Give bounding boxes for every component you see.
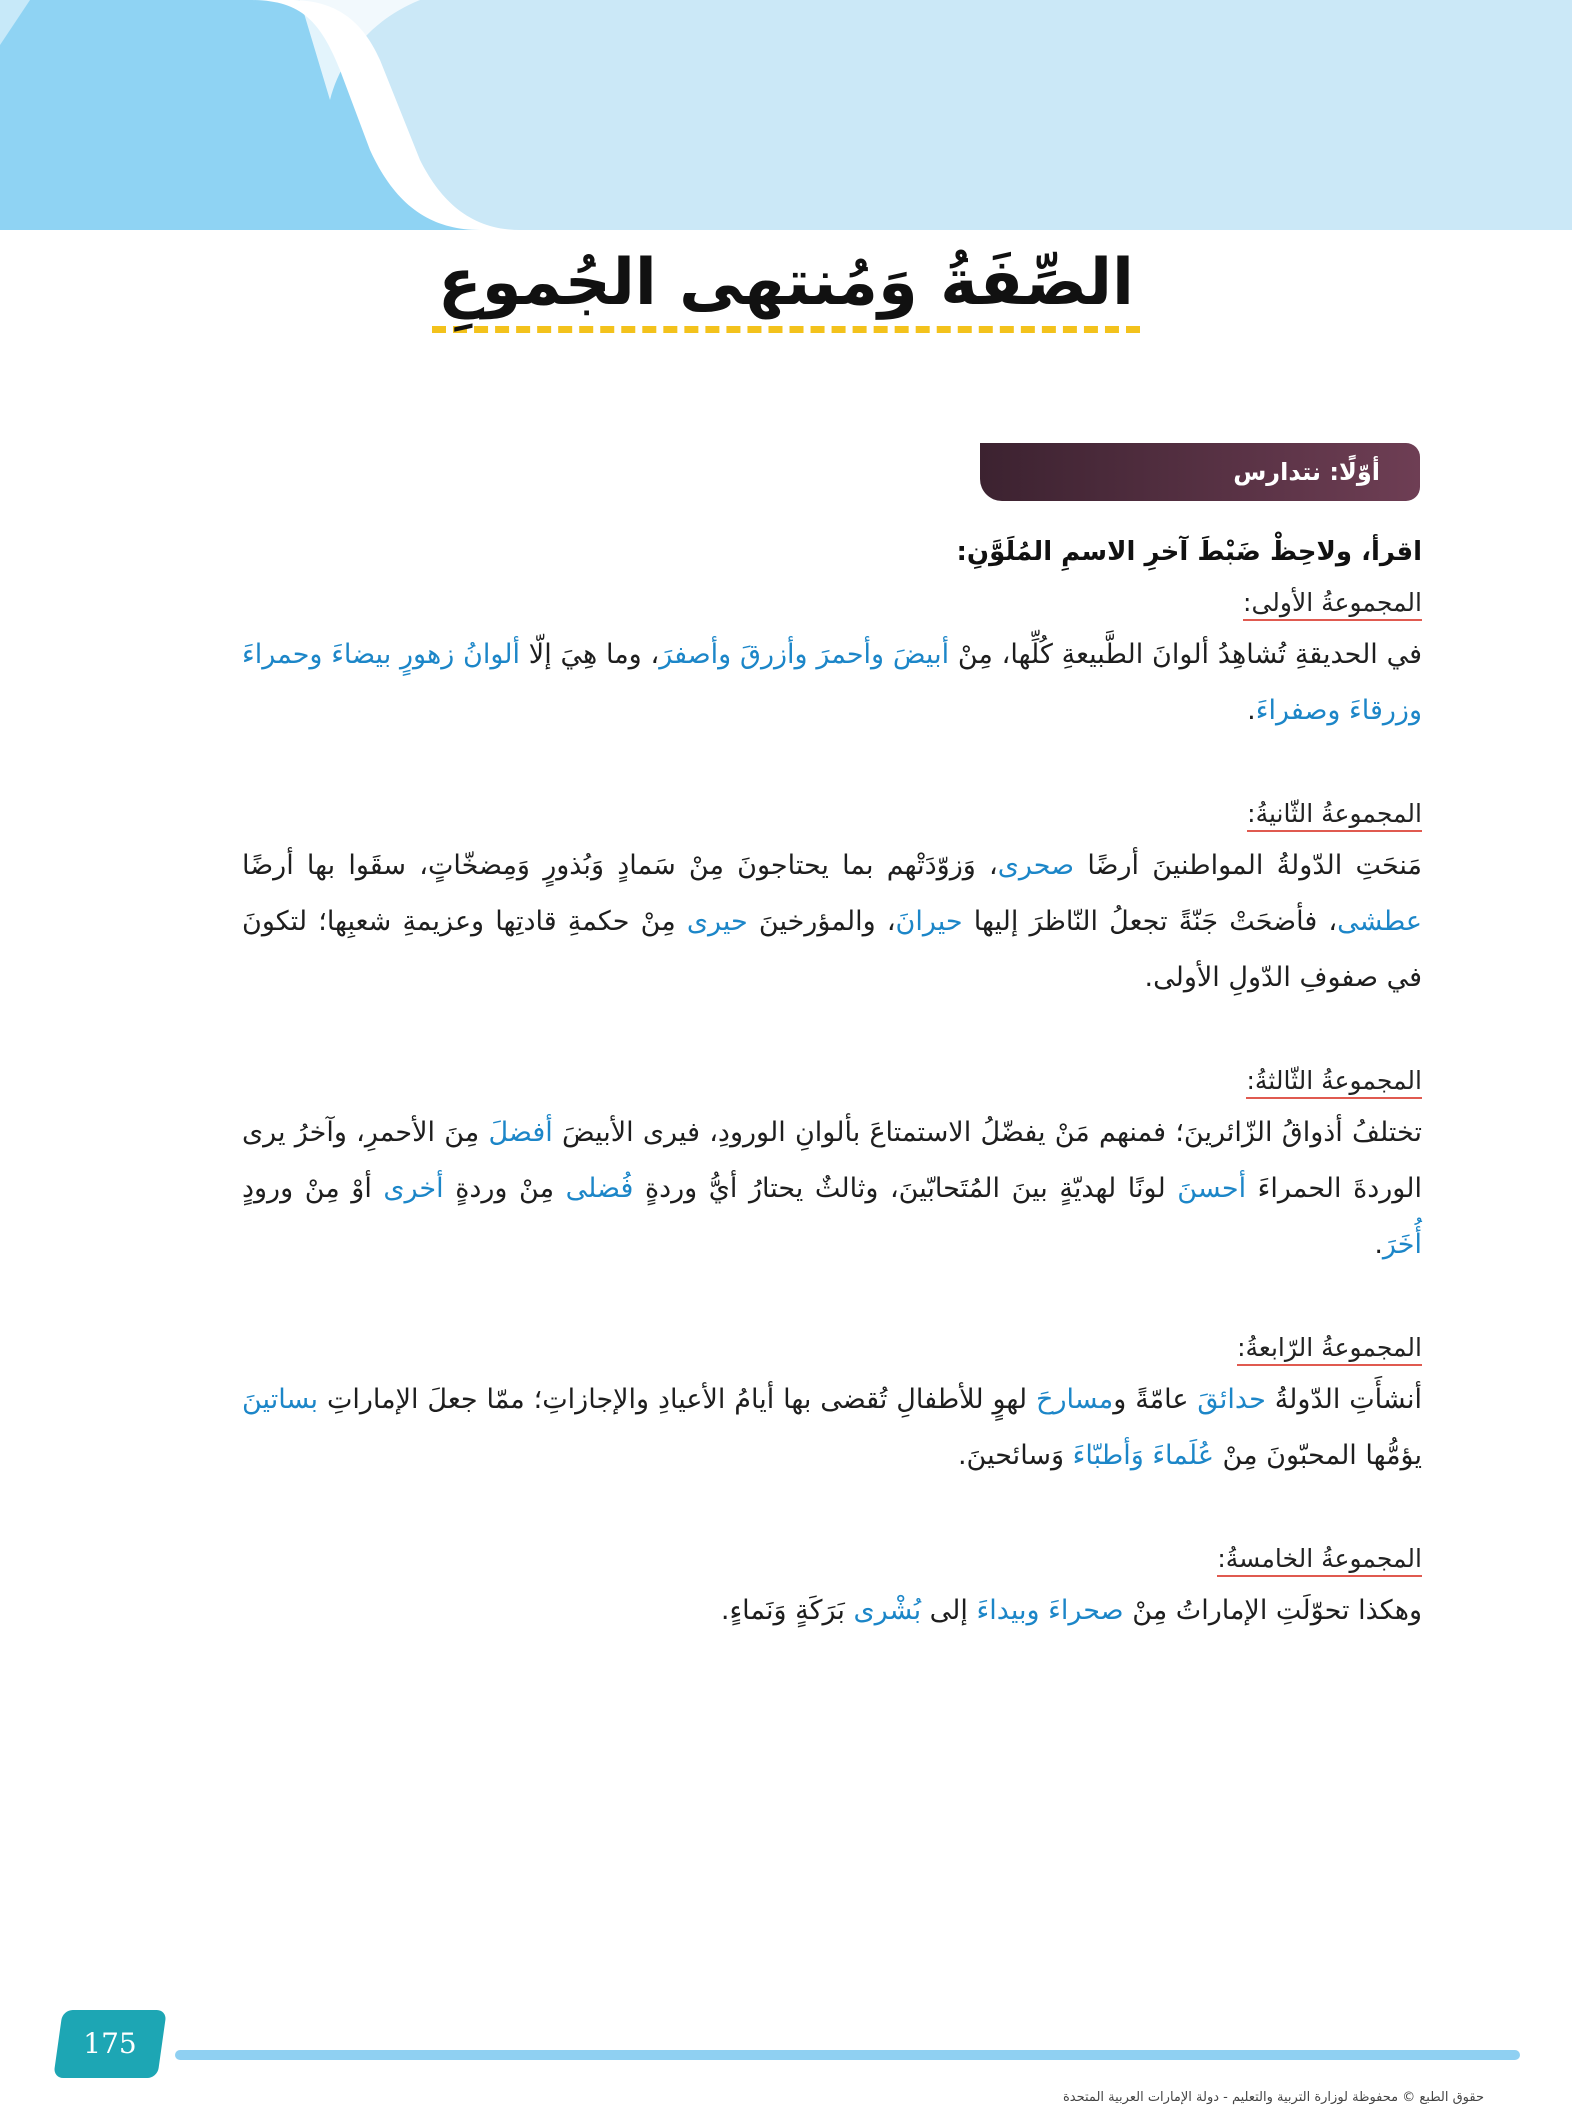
page-number: 175 [83, 2027, 137, 2060]
highlighted-word: أخرى [383, 1173, 444, 1204]
group-paragraph [242, 1105, 1422, 1273]
highlighted-word: عُلَماءَ وَأطبّاءَ [1072, 1440, 1214, 1471]
group-title: المجموعةُ الرّابعةُ: [1237, 1333, 1422, 1366]
highlighted-word: حدائقَ [1197, 1384, 1266, 1415]
section-label-tab [980, 443, 1420, 501]
text-segment: مِنَ الأحمرِ، وآخرُ يرى الوردةَ الحمراءَ [242, 1117, 1422, 1204]
text-segment: مِنْ حكمةِ قادتِها وعزيمةِ شعبِها؛ لتكونَ في صفوفِ الدّولِ الأولى. [242, 906, 1422, 993]
text-segment: ، والمؤرخينَ [747, 906, 896, 937]
text-segment: وَسائحينَ. [957, 1440, 1073, 1471]
text-segment: وهكذا تحوّلَتِ الإماراتُ مِنْ [1123, 1595, 1422, 1626]
highlighted-word: أحسنَ [1177, 1173, 1247, 1204]
group-paragraph [242, 1372, 1422, 1484]
text-segment: . [1374, 1229, 1383, 1260]
group-title: المجموعةُ الخامسةُ: [1217, 1544, 1422, 1577]
highlighted-word: مسارحَ [1036, 1384, 1114, 1415]
text-segment: إلى [921, 1595, 977, 1626]
text-segment: مِنْ وردةٍ [443, 1173, 566, 1204]
page-title: الصِّفَةُ وَمُنتهى الجُموعِ [0, 245, 1572, 322]
text-segment: مَنحَتِ الدّولةُ المواطنينَ أرضًا [1074, 850, 1422, 881]
group-title: المجموعةُ الأولى: [1243, 588, 1422, 621]
highlighted-word: عطشى [1337, 906, 1422, 937]
group-2 [242, 799, 1422, 1006]
highlighted-word: ألوانُ زهورٍ بيضاءَ وحمراءَ وزرقاءَ وصفراءَ [242, 639, 1422, 726]
text-segment: عامّةً و [1113, 1384, 1198, 1415]
text-segment: لهوٍ للأطفالِ تُقضى بها أيامُ الأعيادِ والإجازاتِ؛ ممّا جعلَ الإماراتِ [318, 1384, 1037, 1415]
group-3 [242, 1066, 1422, 1273]
copyright-text: حقوق الطبع © محفوظة لوزارة التربية والتعليم - دولة الإمارات العربية المتحدة [1062, 2090, 1484, 2105]
text-segment: بَرَكَةٍ وَنَماءٍ. [720, 1595, 854, 1626]
instruction-text: اقرأ، ولاحِظْ ضَبْطَ آخرِ الاسمِ المُلَوَّنِ: [956, 537, 1422, 567]
text-segment: ، وَزوّدَتْهم بما يحتاجونَ مِنْ سَمادٍ وَبُذورٍ وَمِضخّاتٍ، سقَوا بها أرضًا [242, 850, 998, 881]
highlighted-word: بساتينَ [242, 1384, 319, 1415]
group-title: المجموعةُ الثّالثةُ: [1246, 1066, 1422, 1099]
highlighted-word: أُخَرَ [1382, 1229, 1422, 1260]
groups-container [242, 588, 1422, 1699]
group-paragraph [242, 1583, 1422, 1639]
highlighted-word: صحراءَ وبيداءَ [976, 1595, 1124, 1626]
text-segment: . [1247, 695, 1256, 726]
group-title: المجموعةُ الثّانيةُ: [1247, 799, 1422, 832]
highlighted-word: أبيضَ وأحمرَ وأزرقَ وأصفرَ [659, 639, 950, 670]
highlighted-word: فُضلى [565, 1173, 634, 1204]
group-5 [242, 1544, 1422, 1639]
text-segment: ، وما هِيَ إلّا [520, 639, 660, 670]
text-segment: ، فأضحَتْ جَنّةً تجعلُ النّاظرَ إليها [962, 906, 1338, 937]
highlighted-word: أفضلَ [488, 1117, 553, 1148]
text-segment: أوْ مِنْ ورودٍ [242, 1173, 384, 1204]
group-1 [242, 588, 1422, 739]
header-banner [0, 0, 1572, 230]
group-paragraph [242, 627, 1422, 739]
highlighted-word: حيرى [686, 906, 748, 937]
text-segment: أنشأَتِ الدّولةُ [1265, 1384, 1422, 1415]
text-segment: في الحديقةِ تُشاهِدُ ألوانَ الطَّبيعةِ كُلِّها، مِنْ [949, 639, 1422, 670]
text-segment: لونًا لهديّةٍ بينَ المُتَحابّينَ، وثالثٌ يحتارُ أيُّ وردةٍ [633, 1173, 1178, 1204]
section-label: أوّلًا: نتدارس [1233, 458, 1380, 486]
text-segment: تختلفُ أذواقُ الزّائرينَ؛ فمنهم مَنْ يفضّلُ الاستمتاعَ بألوانِ الورودِ، فيرى الأبيضَ [552, 1117, 1422, 1148]
highlighted-word: حيرانَ [895, 906, 963, 937]
highlighted-word: بُشْرى [853, 1595, 922, 1626]
group-paragraph [242, 838, 1422, 1006]
highlighted-word: صحرى [997, 850, 1075, 881]
group-4 [242, 1333, 1422, 1484]
footer-line [175, 2050, 1520, 2060]
text-segment: يؤمُّها المحبّونَ مِنْ [1213, 1440, 1422, 1471]
